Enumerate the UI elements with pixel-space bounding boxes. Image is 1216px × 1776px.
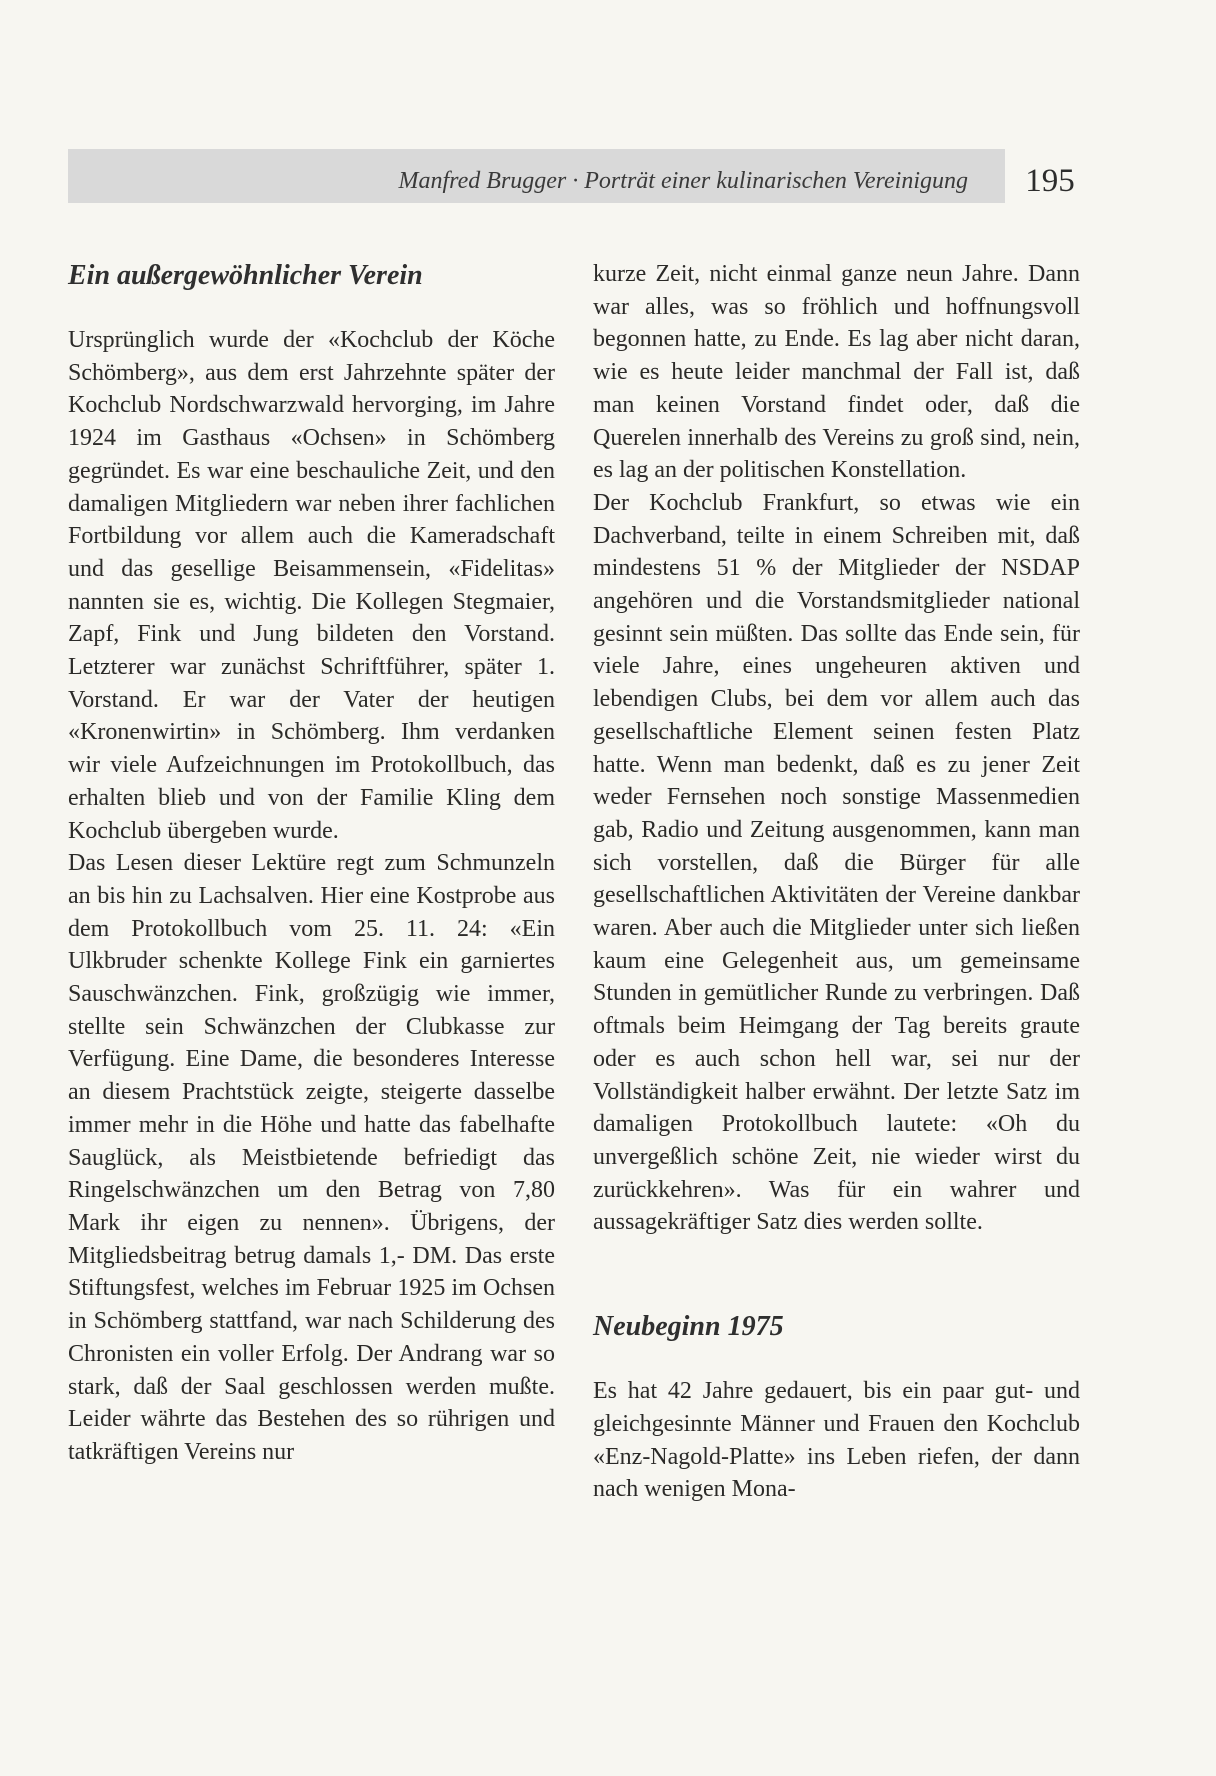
- right-column: [593, 258, 1080, 1506]
- left-column: [68, 258, 555, 1469]
- paragraph-neubeginn: Es hat 42 Jahre gedauert, bis ein paar gut- und gleichgesinnte Männer und Frauen den Kochclub «Enz-Nagold-Platte» ins Leben riefen, der dann nach wenigen Mona-: [593, 1378, 1080, 1503]
- running-header-title: Manfred Brugger · Porträt einer kulinarischen Vereinigung: [398, 168, 968, 194]
- paragraph-protokollbuch: Das Lesen dieser Lektüre regt zum Schmunzeln an bis hin zu Lachsalven. Hier eine Kostprobe aus dem Protokollbuch vom 25. 11. 24: «Ein Ulkbruder schenkte Kollege Fink ein garniertes Sauschwänzchen. Fink, großzügig wie immer, stellte sein Schwänzchen der Clubkasse zur Verfügung. Eine Dame, die besonderes Interesse an diesem Prachtstück zeigte, steigerte dasselbe immer mehr in die Höhe und hatte das fabelhafte Sauglück, als Meistbietende befriedigt das Ringelschwänzchen um den Betrag von 7,80 Mark ihr eigen zu nennen». Übrigens, der Mitgliedsbeitrag betrug damals 1,- DM. Das erste Stiftungsfest, welches im Februar 1925 im Ochsen in Schömberg stattfand, war nach Schilderung des Chronisten ein voller Erfolg. Der Andrang war so stark, daß der Saal geschlossen werden mußte. Leider währte das Bestehen des so rührigen und tatkräftigen Vereins nur: [68, 850, 555, 1465]
- paragraph-dachverband: Der Kochclub Frankfurt, so etwas wie ein Dachverband, teilte in einem Schreiben mit, daß mindestens 51 % der Mitglieder der NSDAP angehören und die Vorstandsmitglieder national gesinnt sein müßten. Das sollte das Ende sein, für viele Jahre, eines ungeheuren aktiven und lebendigen Clubs, bei dem vor allem auch das gesellschaftliche Element seinen festen Platz hatte. Wenn man bedenkt, daß es zu jener Zeit weder Fernsehen noch sonstige Massenmedien gab, Radio und Zeitung ausgenommen, kann man sich vorstellen, daß die Bürger für alle gesellschaftlichen Aktivitäten der Vereine dankbar waren. Aber auch die Mitglieder unter sich ließen kaum eine Gelegenheit aus, um gemeinsame Stunden in gemütlicher Runde zu verbringen. Daß oftmals beim Heimgang der Tag bereits graute oder es auch schon hell war, sei nur der Vollständigkeit halber erwähnt. Der letzte Satz im damaligen Protokollbuch lautete: «Oh du unvergeßlich schöne Zeit, nie wieder wirst du zurückkehren». Was für ein wahrer und aussagekräftiger Satz dies werden sollte.: [593, 489, 1080, 1236]
- section-heading-neubeginn: Neubeginn 1975: [593, 1311, 784, 1343]
- page-number: 195: [1025, 163, 1075, 199]
- paragraph-founding: Ursprünglich wurde der «Kochclub der Köche Schömberg», aus dem erst Jahrzehnte später der Kochclub Nordschwarzwald hervorging, im Jahre 1924 im Gasthaus «Ochsen» in Schömberg gegründet. Es war eine beschauliche Zeit, und den damaligen Mitgliedern war neben ihrer fachlichen Fortbildung vor allem auch die Kameradschaft und das gesellige Beisammensein, «Fidelitas» nannten sie es, wichtig. Die Kollegen Stegmaier, Zapf, Fink und Jung bildeten den Vorstand. Letzterer war zunächst Schriftführer, später 1. Vorstand. Er war der Vater der heutigen «Kronenwirtin» in Schömberg. Ihm verdanken wir viele Aufzeichnungen im Protokollbuch, das erhalten blieb und von der Familie Kling dem Kochclub übergeben wurde.: [68, 327, 555, 844]
- paragraph-kurze-zeit: kurze Zeit, nicht einmal ganze neun Jahre. Dann war alles, was so fröhlich und hoffnungsvoll begonnen hatte, zu Ende. Es lag aber nicht daran, wie es heute leider manchmal der Fall ist, daß man keinen Vorstand findet oder, daß die Querelen innerhalb des Vereins zu groß sind, nein, es lag an der politischen Konstellation.: [593, 261, 1080, 484]
- section-heading-verein: Ein außergewöhnlicher Verein: [68, 260, 423, 291]
